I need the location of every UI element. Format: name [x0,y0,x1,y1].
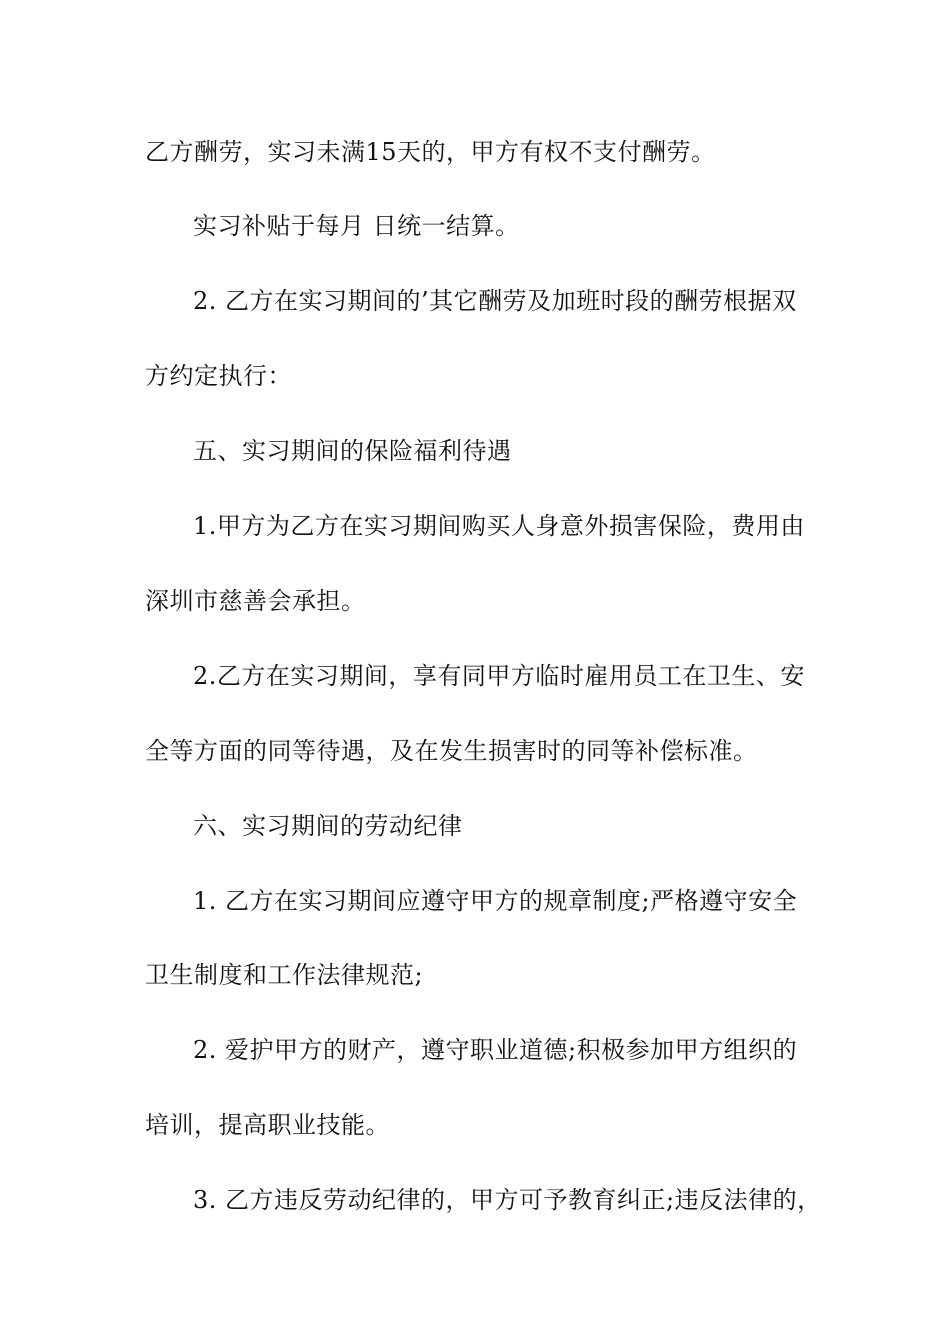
section-heading: 五、实习期间的保险福利待遇 [193,437,512,465]
list-item-line: 2.乙方在实习期间，享有同甲方临时雇用员工在卫生、安 [193,662,805,690]
section-heading: 六、实习期间的劳动纪律 [193,812,463,840]
list-item-line: 3. 乙方违反劳动纪律的，甲方可予教育纠正;违反法律的， [193,1186,822,1214]
body-text-line: 培训，提高职业技能。 [145,1111,390,1139]
body-text-line: 深圳市慈善会承担。 [145,587,366,615]
body-text-line: 乙方酬劳，实习未满15天的，甲方有权不支付酬劳。 [145,138,716,166]
body-text-line: 全等方面的同等待遇，及在发生损害时的同等补偿标准。 [145,737,758,765]
list-item-line: 1. 乙方在实习期间应遵守甲方的规章制度;严格遵守安全 [193,887,798,915]
list-item-line: 2. 乙方在实习期间的’其它酬劳及加班时段的酬劳根据双 [193,287,797,315]
body-text-line: 卫生制度和工作法律规范; [145,961,424,989]
body-text-line: 方约定执行： [145,362,292,390]
list-item-line: 2. 爱护甲方的财产，遵守职业道德;积极参加甲方组织的 [193,1036,798,1064]
body-text-line: 实习补贴于每月 日统一结算。 [193,212,520,240]
list-item-line: 1.甲方为乙方在实习期间购买人身意外损害保险，费用由 [193,512,805,540]
